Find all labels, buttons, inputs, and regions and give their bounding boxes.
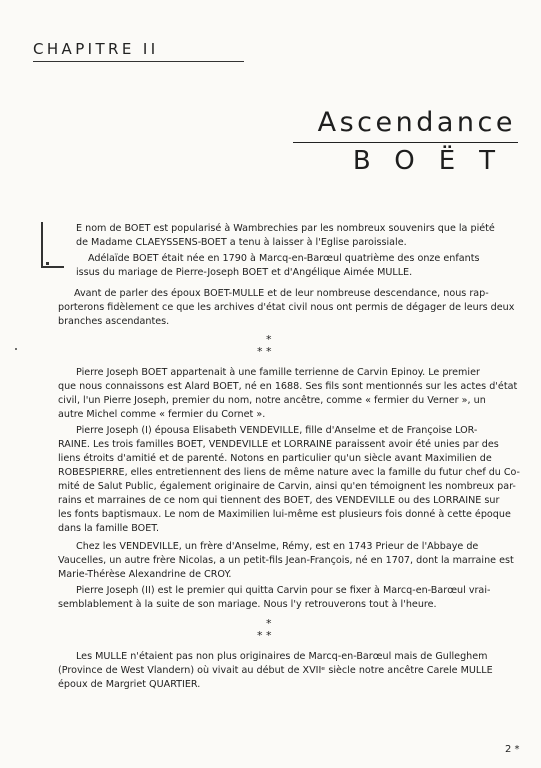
text-line: que nous connaissons est Alard BOET, né en 1688. Ses fils sont mentionnés sur les actes d'état xyxy=(58,381,518,392)
separator-star-top: * xyxy=(266,333,272,346)
chapter-heading: CHAPITRE II xyxy=(33,40,159,58)
text-line: Chez les VENDEVILLE, un frère d'Anselme, Rémy, est en 1743 Prieur de l'Abbaye de xyxy=(76,541,479,552)
drop-cap-l-horizontal xyxy=(41,266,64,268)
text-line: rains et marraines de ce nom qui tiennent des BOET, des VENDEVILLE ou des LORRAINE sur xyxy=(58,495,500,506)
title-line-1: Ascendance xyxy=(317,107,516,138)
title-line-2: BOËT xyxy=(352,146,519,176)
text-line: dans la famille BOET. xyxy=(58,523,160,534)
text-line: de Madame CLAEYSSENS-BOET a tenu à laisser à l'Eglise paroissiale. xyxy=(76,237,407,248)
drop-cap-ornament xyxy=(46,262,49,265)
text-line: époux de Margriet QUARTIER. xyxy=(58,679,201,690)
text-line: Vaucelles, un autre frère Nicolas, a un petit-fils Jean-François, né en 1707, dont la marraine est xyxy=(58,555,514,566)
text-line: civil, l'un Pierre Joseph, premier du nom, notre ancêtre, comme « fermier du Verner », un xyxy=(58,395,486,406)
separator-stars-bottom-2: * * xyxy=(257,629,272,642)
text-line: mité de Salut Public, également originaire de Carvin, ainsi qu'en témoignent les nombreux par- xyxy=(58,481,516,492)
text-line: RAINE. Les trois familles BOET, VENDEVILLE et LORRAINE paraissent avoir été unies par des xyxy=(58,439,499,450)
text-line: Avant de parler des époux BOET-MULLE et de leur nombreuse descendance, nous rap- xyxy=(74,288,489,299)
drop-cap-l-vertical xyxy=(41,222,43,267)
text-line: issus du mariage de Pierre-Joseph BOET et d'Angélique Aimée MULLE. xyxy=(76,267,413,278)
text-line: liens étroits d'amitié et de parenté. Notons en particulier qu'un siècle avant Maximilien de xyxy=(58,453,492,464)
text-line: Adélaïde BOET était née en 1790 à Marcq-en-Barœul quatrième des onze enfants xyxy=(88,253,480,264)
separator-star-top-2: * xyxy=(266,617,272,630)
title-rule xyxy=(293,142,518,143)
text-line: les fonts baptismaux. Le nom de Maximilien lui-même est plusieurs fois donné à cette époque xyxy=(58,509,511,520)
text-line: porterons fidèlement ce que les archives d'état civil nous ont permis de dégager de leurs deux xyxy=(58,302,515,313)
text-line: branches ascendantes. xyxy=(58,316,170,327)
margin-mark xyxy=(15,348,17,350)
text-line: Pierre Joseph (II) est le premier qui quitta Carvin pour se fixer à Marcq-en-Barœul vrai- xyxy=(76,585,491,596)
text-line: Pierre Joseph BOET appartenait à une famille terrienne de Carvin Epinoy. Le premier xyxy=(76,367,480,378)
text-line: Les MULLE n'étaient pas non plus originaires de Marcq-en-Barœul mais de Gulleghem xyxy=(76,651,488,662)
text-line: ROBESPIERRE, elles entretiennent des liens de même nature avec la famille du futur chef du Co- xyxy=(58,467,520,478)
text-line: Pierre Joseph (I) épousa Elisabeth VENDEVILLE, fille d'Anselme et de Françoise LOR- xyxy=(76,425,478,436)
text-line: (Province de West Vlandern) où vivait au début de XVIIᵉ siècle notre ancêtre Carele MULLE xyxy=(58,665,493,676)
text-line: semblablement à la suite de son mariage. Nous l'y retrouverons tout à l'heure. xyxy=(58,599,437,610)
text-line: E nom de BOET est popularisé à Wambrechies par les nombreux souvenirs que la piété xyxy=(76,223,495,234)
chapter-underline xyxy=(33,61,244,62)
text-line: autre Michel comme « fermier du Cornet ». xyxy=(58,409,266,420)
separator-stars-bottom: * * xyxy=(257,345,272,358)
page-number: 2 * xyxy=(505,744,520,755)
text-line: Marie-Thérèse Alexandrine de CROY. xyxy=(58,569,232,580)
